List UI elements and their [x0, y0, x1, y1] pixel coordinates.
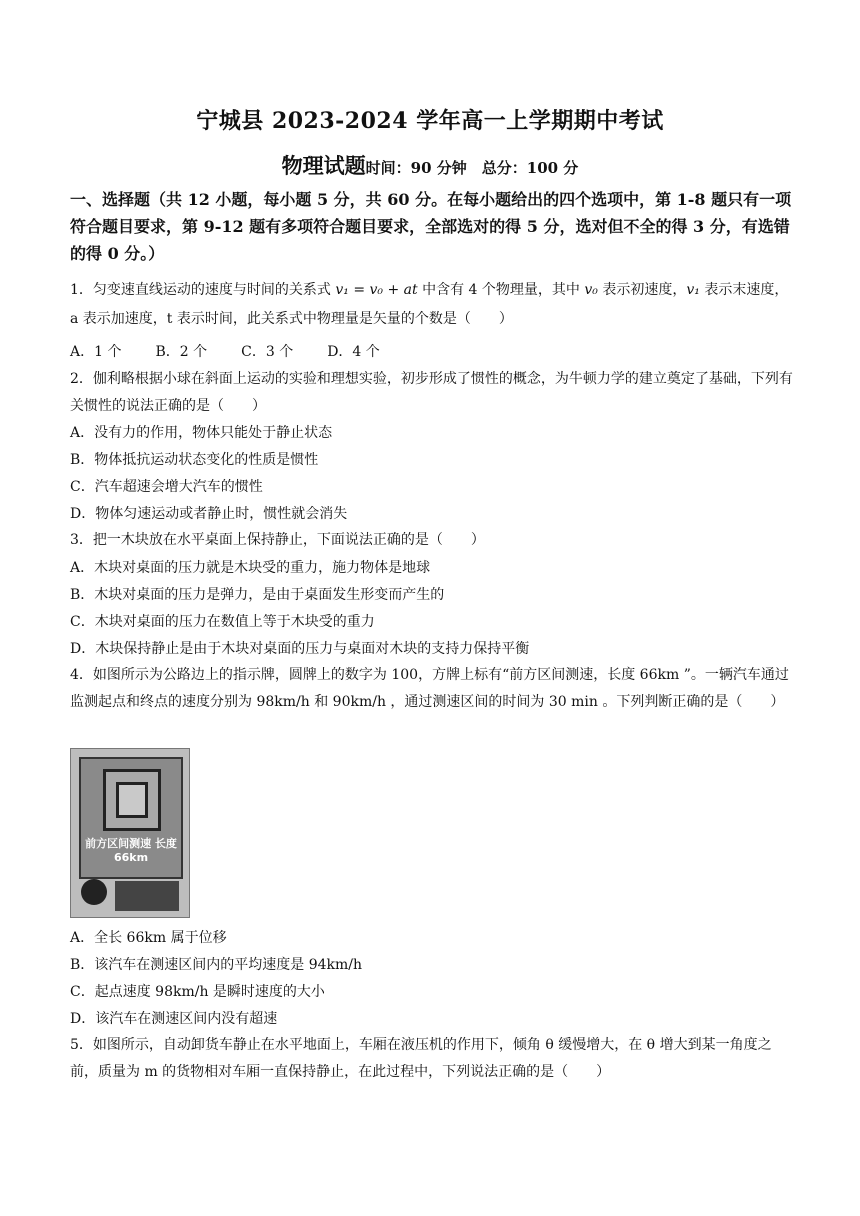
q1-formula: v₁ = v₀ + at: [335, 282, 418, 298]
question-1: [70, 276, 796, 334]
q1-v0: v₀: [584, 282, 598, 298]
q2-option-a: A．没有力的作用，物体只能处于静止状态: [70, 425, 333, 441]
q1-option-c: C．3 个: [241, 344, 294, 360]
section-heading: 一、选择题（共 12 小题，每小题 5 分，共 60 分。在每小题给出的四个选项中，第 1-8 题只有一项符合题目要求，第 9-12 题有多项符合题目要求，全部选对的得 5 分，选对但不全的得 3 分，有选错的得 0 分。）: [70, 190, 792, 263]
q3-option-a: A．木块对桌面的压力就是木块受的重力，施力物体是地球: [70, 560, 431, 576]
q2-option-c: C．汽车超速会增大汽车的惯性: [70, 479, 263, 495]
speed-limit-circle-icon: [81, 879, 107, 905]
q4-option-a: A．全长 66km 属于位移: [70, 930, 227, 946]
q4-option-d: D．该汽车在测速区间内没有超速: [70, 1011, 278, 1027]
q1-text-a: 1．匀变速直线运动的速度与时间的关系式: [70, 282, 336, 298]
q1-option-a: A．1 个: [70, 344, 122, 360]
sign-text: 前方区间测速 长度66km: [85, 837, 177, 864]
q2-option-b: B．物体抵抗运动状态变化的性质是惯性: [70, 452, 319, 468]
sign-posts: [115, 881, 179, 911]
sign-board: [79, 757, 183, 879]
exam-title: 宁城县 2023-2024 学年高一上学期期中考试: [196, 108, 664, 134]
q3-option-d: D．木块保持静止是由于木块对桌面的压力与桌面对木块的支持力保持平衡: [70, 641, 530, 657]
q1-option-d: D．4 个: [327, 344, 380, 360]
sign-camera-icon: [103, 769, 161, 831]
q1-text-b: 中含有 4 个物理量，其中: [417, 282, 585, 298]
q1-option-b: B．2 个: [155, 344, 208, 360]
q1-options: [70, 342, 414, 362]
question-3: 3．把一木块放在水平桌面上保持静止，下面说法正确的是（ ）: [70, 532, 485, 548]
q1-text-d: 表示末速度，a 表示加速度，t 表示时间，此关系式中物理量是矢量的个数是（ ）: [70, 282, 789, 327]
q3-option-c: C．木块对桌面的压力在数值上等于木块受的重力: [70, 614, 375, 630]
exam-subtitle: [0, 150, 860, 180]
q3-option-b: B．木块对桌面的压力是弹力，是由于桌面发生形变而产生的: [70, 587, 445, 603]
q4-option-c: C．起点速度 98km/h 是瞬时速度的大小: [70, 984, 325, 1000]
q4-option-b: B．该汽车在测速区间内的平均速度是 94km/h: [70, 957, 363, 973]
question-4: 4．如图所示为公路边上的指示牌，圆牌上的数字为 100，方牌上标有“前方区间测速，长度 66km ”。一辆汽车通过监测起点和终点的速度分别为 98km/h 和 90km/h ，通过测速区间的时间为 30 min 。下列判断正确的是（ ）: [70, 667, 789, 710]
q1-v1: v₁: [686, 282, 700, 298]
speed-zone-sign-image: [70, 748, 190, 918]
q1-text-c: 表示初速度，: [597, 282, 687, 298]
q2-option-d: D．物体匀速运动或者静止时，惯性就会消失: [70, 506, 348, 522]
question-2: 2．伽利略根据小球在斜面上运动的实验和理想实验，初步形成了惯性的概念，为牛顿力学的建立奠定了基础，下列有关惯性的说法正确的是（ ）: [70, 371, 793, 414]
question-5: 5．如图所示，自动卸货车静止在水平地面上，车厢在液压机的作用下，倾角 θ 缓慢增大，在 θ 增大到某一角度之前，质量为 m 的货物相对车厢一直保持静止，在此过程中，下列说法正确的是（ ）: [70, 1037, 772, 1080]
exam-time-score: 时间：90 分钟 总分：100 分: [365, 159, 579, 177]
subject-title: 物理试题: [281, 153, 366, 178]
